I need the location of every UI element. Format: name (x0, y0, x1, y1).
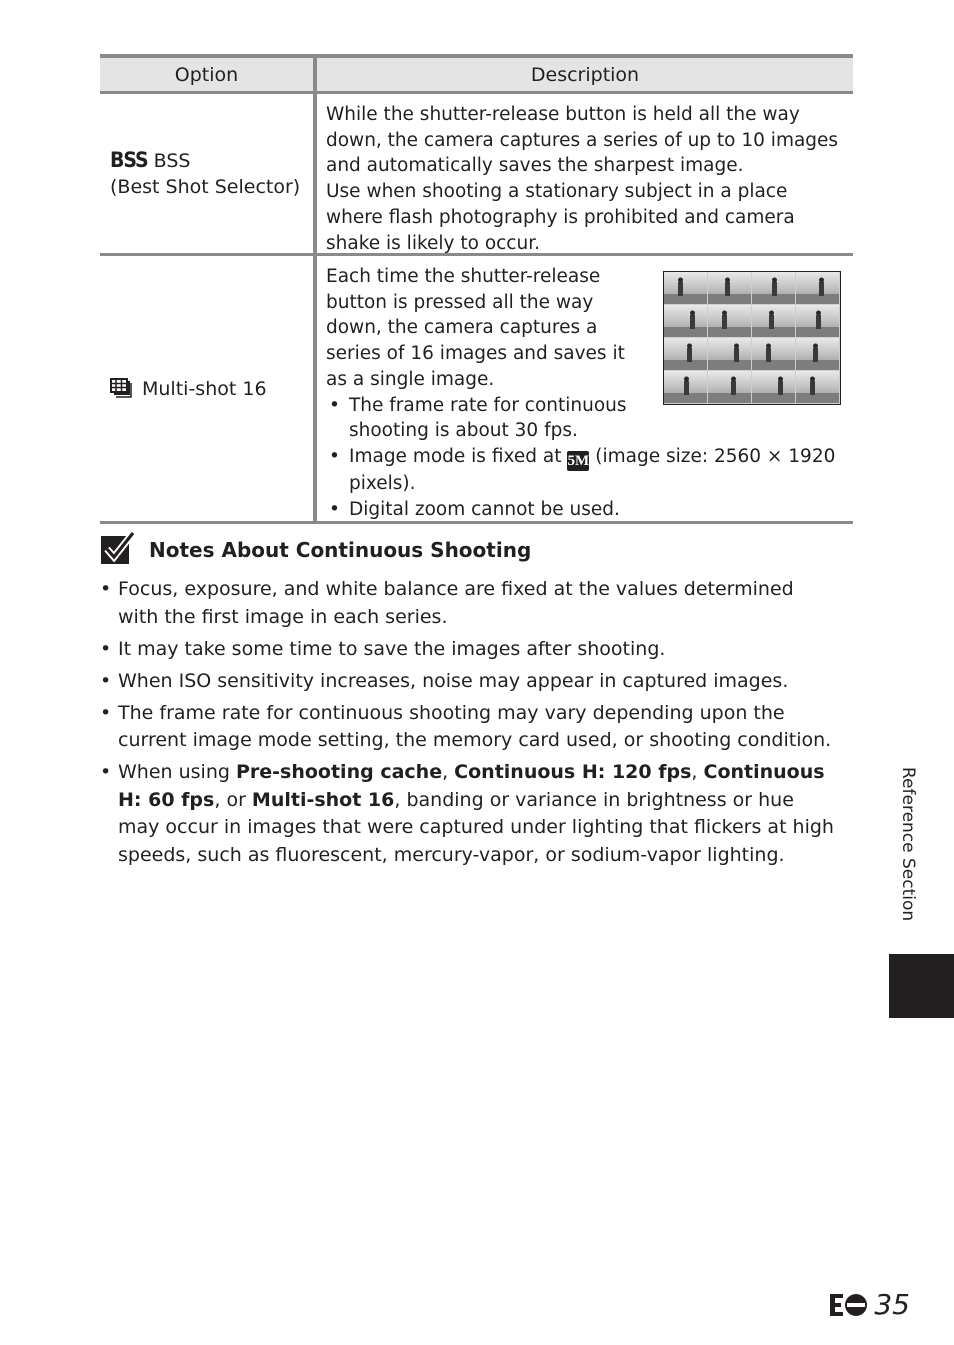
option-cell (100, 256, 313, 521)
page-number-text: 35 (874, 1288, 910, 1321)
notes-section (100, 530, 840, 874)
multi-shot-sample-image (663, 271, 841, 405)
section-tab (889, 954, 954, 1018)
list-item: • When using Pre-shooting cache, Continuous H: 120 fps, Continuous H: 60 fps, or Multi-shot 16, banding or variance in brightness or hue may occur in images that were captured under lighting that flickers at high speeds, such as fluorescent, mercury-vapor, or sodium-vapor lighting. (100, 759, 840, 869)
description-cell (317, 256, 853, 521)
e-reference-icon (828, 1291, 872, 1319)
list-item: • Image mode is fixed at 5M (image size: 2560 × 1920 pixels). (326, 444, 843, 497)
list-item: • Focus, exposure, and white balance are fixed at the values determined with the first image in each series. (100, 576, 840, 631)
description-text: Use when shooting a stationary subject in a place where flash photography is prohibited and camera shake is likely to occur. (326, 181, 795, 254)
list-item: • When ISO sensitivity increases, noise may appear in captured images. (100, 668, 840, 696)
header-option: Option (174, 63, 239, 86)
table-row (100, 256, 853, 521)
multi-shot-icon (110, 378, 132, 398)
header-description: Description (530, 63, 640, 86)
table-row (100, 94, 853, 253)
description-cell (317, 94, 853, 253)
option-label-multishot: Multi-shot 16 (142, 377, 267, 400)
option-label-bss: BSS (153, 150, 191, 172)
page-number (828, 1288, 910, 1321)
options-table (100, 54, 853, 524)
list-item: • The frame rate for continuous shooting may vary depending upon the current image mode setting, the memory card used, or shooting condition. (100, 700, 840, 755)
check-icon (100, 532, 136, 568)
option-sublabel-bss: (Best Shot Selector) (110, 176, 301, 198)
list-item: • Digital zoom cannot be used. (326, 497, 843, 523)
notes-title: Notes About Continuous Shooting (149, 538, 532, 562)
list-item: • The frame rate for continuous shooting is about 30 fps. (326, 393, 843, 444)
option-cell (100, 94, 313, 253)
description-text: While the shutter-release button is held all the way down, the camera captures a series of up to 10 images and automatically saves the sharpest image. (326, 104, 839, 177)
list-item: • It may take some time to save the images after shooting. (100, 636, 840, 664)
table-header (100, 58, 853, 91)
description-text: Each time the shutter-release button is pressed all the way down, the camera captures a series of 16 images and saves it as a single image. (326, 266, 625, 390)
section-side-label: Reference Section (898, 767, 918, 922)
image-mode-5m-icon: 5M (567, 452, 590, 469)
bss-icon: BSS (110, 148, 148, 172)
